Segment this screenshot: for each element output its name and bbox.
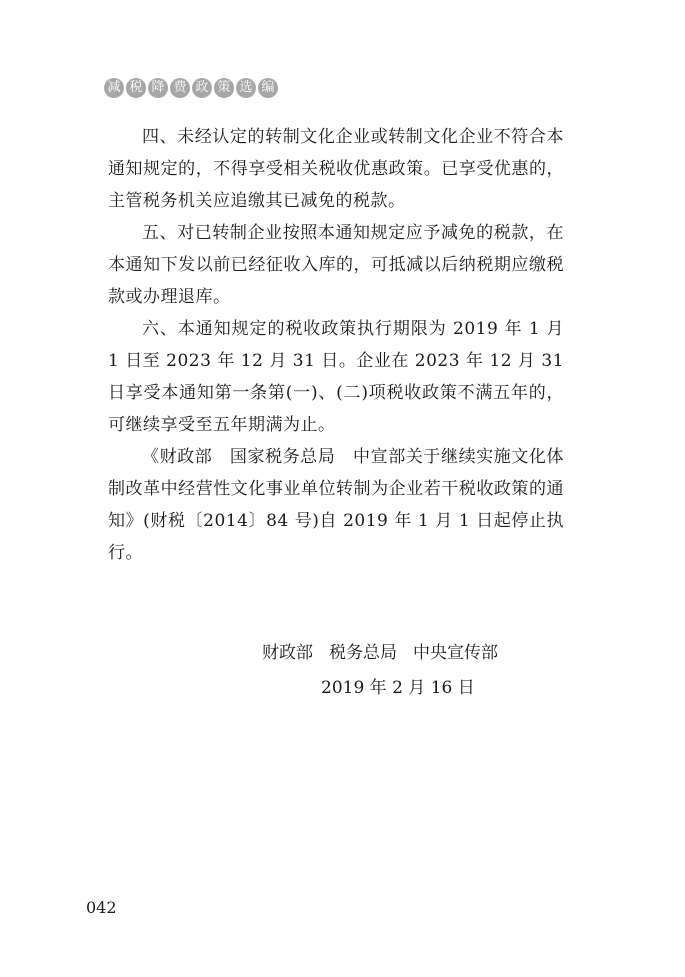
header-char: 选 — [236, 78, 256, 98]
paragraph-5: 五、对已转制企业按照本通知规定应予减免的税款，在本通知下发以前已经征收入库的，可抵减以后纳税期应缴税款或办理退库。 — [108, 223, 564, 307]
org-finance: 财政部 — [262, 643, 313, 663]
paragraph-repeal: 《财政部 国家税务总局 中宣部关于继续实施文化体制改革中经营性文化事业单位转制为企业若干税收政策的通知》(财税〔2014〕84 号)自 2019 年 1 月 1 日起停止执行。 — [108, 447, 564, 563]
header-char: 降 — [148, 78, 168, 98]
paragraph-4: 四、未经认定的转制文化企业或转制文化企业不符合本通知规定的，不得享受相关税收优惠政策。已享受优惠的，主管税务机关应追缴其已减免的税款。 — [108, 127, 564, 211]
running-header — [104, 78, 278, 98]
org-propaganda: 中央宣传部 — [413, 643, 498, 663]
signature-date: 2019 年 2 月 16 日 — [321, 678, 475, 698]
header-char: 政 — [192, 78, 212, 98]
signing-organizations — [262, 638, 498, 668]
page-number: 042 — [86, 898, 117, 917]
body-text — [108, 121, 564, 569]
header-char: 税 — [126, 78, 146, 98]
header-char: 费 — [170, 78, 190, 98]
org-tax: 税务总局 — [329, 643, 397, 663]
header-char: 减 — [104, 78, 124, 98]
header-char: 策 — [214, 78, 234, 98]
paragraph-6: 六、本通知规定的税收政策执行期限为 2019 年 1 月 1 日至 2023 年 12 月 31 日。企业在 2023 年 12 月 31 日享受本通知第一条第(一)、(二)项税收政策不满五年的，可继续享受至五年期满为止。 — [108, 319, 564, 435]
header-char: 编 — [258, 78, 278, 98]
